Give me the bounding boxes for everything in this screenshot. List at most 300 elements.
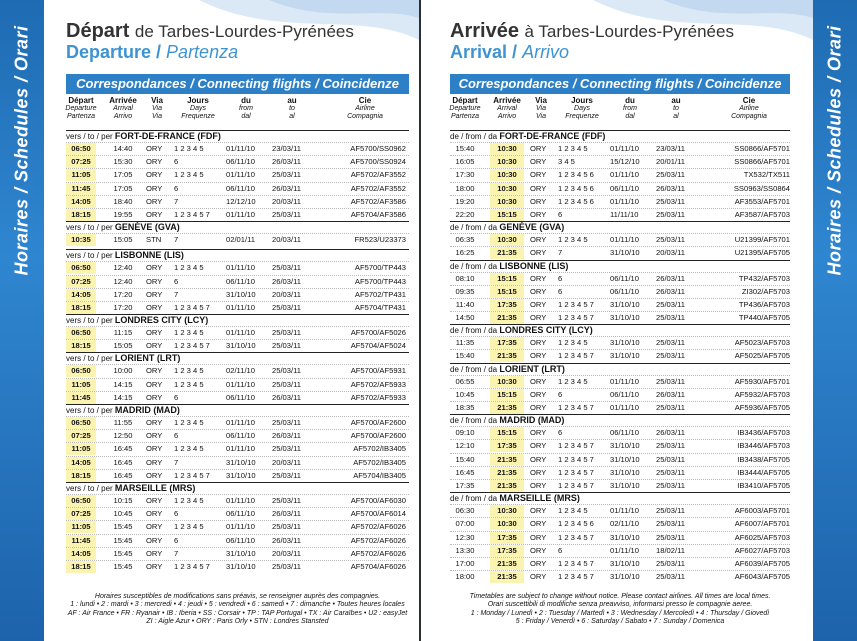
table-cell: 26/03/11 xyxy=(272,392,301,402)
table-cell: 11:05 xyxy=(66,379,96,391)
table-cell: 15:15 xyxy=(490,427,524,439)
table-row xyxy=(450,570,790,583)
title-main: Arrivée xyxy=(450,20,519,42)
table-cell: ORY xyxy=(146,328,163,338)
table-cell: AF5700/TP443 xyxy=(354,276,406,286)
title-main: Départ xyxy=(66,20,130,42)
table-cell: ORY xyxy=(530,157,547,167)
table-cell: 1 2 3 4 5 6 xyxy=(558,519,594,529)
table-cell: 25/03/11 xyxy=(656,351,685,361)
city-name: LISBONNE (LIS) xyxy=(499,260,569,271)
column-header-en: Via xyxy=(152,105,162,112)
table-cell: 25/03/11 xyxy=(272,561,301,571)
table-cell: 06:50 xyxy=(66,143,96,155)
table-cell: ORY xyxy=(146,170,163,180)
table-cell: 31/10/10 xyxy=(610,248,640,258)
table-row xyxy=(66,534,409,547)
table-cell: 06:50 xyxy=(66,417,96,429)
table-row xyxy=(66,142,409,155)
table-cell: 25/03/11 xyxy=(656,480,685,490)
table-cell: 10:30 xyxy=(490,234,524,246)
column-header-en: Days xyxy=(574,105,590,112)
column-header-it: Partenza xyxy=(450,113,480,120)
table-cell: ORY xyxy=(530,183,547,193)
table-cell: 15:45 xyxy=(113,561,133,571)
table-cell: 31/10/10 xyxy=(610,351,640,361)
table-cell: 1 2 3 4 5 xyxy=(558,376,588,386)
table-row xyxy=(450,285,790,298)
column-header xyxy=(446,97,484,121)
table-cell: 14:05 xyxy=(66,289,96,301)
table-cell: AF5930/AF5701 xyxy=(734,376,790,386)
footnote-line: ZI : Aigle Azur • ORY : Paris Orly • STN : Londres Stansted xyxy=(146,618,329,626)
table-row xyxy=(450,517,790,530)
table-cell: ORY xyxy=(146,495,163,505)
table-cell: AF5702/IB3405 xyxy=(353,444,406,454)
table-cell: 31/10/10 xyxy=(610,299,640,309)
city-name: MARSEILLE (MRS) xyxy=(114,482,196,493)
column-header-fr: Via xyxy=(151,96,163,105)
table-cell: 6 xyxy=(558,545,563,555)
table-cell: 01/11/10 xyxy=(226,170,255,180)
table-cell: 14:05 xyxy=(66,196,96,208)
table-cell: 06:35 xyxy=(455,235,475,245)
table-cell: 18/02/11 xyxy=(656,545,685,555)
table-cell: 01/11/10 xyxy=(226,263,255,273)
table-cell: 20/03/11 xyxy=(656,248,685,258)
table-cell: AF6043/AF5705 xyxy=(734,572,790,582)
city-header xyxy=(450,492,790,504)
city-header xyxy=(450,130,790,142)
table-cell: 1 2 3 4 5 xyxy=(174,366,204,376)
table-cell: 06:55 xyxy=(455,376,475,386)
title-it: Partenza xyxy=(166,42,239,62)
table-cell: AF5702/AF6026 xyxy=(350,535,406,545)
table-cell: 21:35 xyxy=(490,247,524,259)
table-cell: 23/03/11 xyxy=(272,144,301,153)
table-cell: 6 xyxy=(558,286,563,296)
city-header xyxy=(450,260,790,272)
table-cell: 1 2 3 4 5 7 xyxy=(558,454,594,464)
table-cell: 15:40 xyxy=(455,144,475,153)
table-cell: 26/03/11 xyxy=(656,273,685,283)
table-cell: 06:50 xyxy=(66,495,96,507)
table-cell: 21:35 xyxy=(490,558,524,570)
table-cell: 07:00 xyxy=(455,519,475,529)
column-header-it: Arrivo xyxy=(497,113,517,120)
table-cell: 31/10/10 xyxy=(610,532,640,542)
city-prefix: de / from / da xyxy=(450,494,500,504)
table-row xyxy=(450,311,790,324)
table-cell: ORY xyxy=(146,522,163,532)
table-cell: AF3553/AF5701 xyxy=(734,196,790,206)
table-cell: TP440/AF5705 xyxy=(738,313,790,323)
table-cell: 11:45 xyxy=(66,183,96,195)
table-cell: 6 xyxy=(558,209,563,219)
table-cell: 17:35 xyxy=(490,532,524,544)
table-cell: 06/11/10 xyxy=(226,183,255,193)
city-header xyxy=(450,363,790,375)
table-cell: 22:20 xyxy=(455,209,475,219)
table-cell: 01/11/10 xyxy=(226,418,255,427)
table-cell: 19:55 xyxy=(113,209,133,219)
city-name: MADRID (MAD) xyxy=(499,415,565,426)
table-cell: 31/10/10 xyxy=(610,467,640,477)
table-row xyxy=(450,155,790,168)
table-row xyxy=(66,442,409,455)
table-cell: 31/10/10 xyxy=(226,289,256,299)
table-cell: AF6007/AF5701 xyxy=(734,519,790,529)
column-header-it: Compagnia xyxy=(347,113,383,120)
table-cell: AF5700/SS0962 xyxy=(350,144,406,153)
table-cell: ORY xyxy=(530,286,547,296)
table-cell: 1 2 3 4 5 xyxy=(174,379,204,389)
city-prefix: vers / to / per xyxy=(66,354,115,364)
table-cell: 6 xyxy=(174,157,179,167)
table-cell: TX532/TX511 xyxy=(743,170,790,180)
table-cell: 12:40 xyxy=(113,263,133,273)
table-cell: ORY xyxy=(530,209,547,219)
table-row xyxy=(450,544,790,557)
table-cell: ORY xyxy=(146,157,163,167)
footnote-line: 5 : Friday / Venerdì • 6 : Saturday / Sabato • 7 : Sunday / Domenica xyxy=(515,618,725,626)
table-cell: 1 2 3 4 5 xyxy=(558,506,588,516)
column-header-it: dal xyxy=(625,113,635,120)
table-cell: 10:45 xyxy=(455,389,475,399)
table-cell: ORY xyxy=(530,299,547,309)
table-cell: 21:35 xyxy=(490,454,524,466)
city-header xyxy=(66,249,409,261)
column-header-en: Via xyxy=(536,105,546,112)
column-header xyxy=(486,97,528,121)
table-cell: 18:15 xyxy=(66,340,96,352)
table-cell: ORY xyxy=(146,276,163,286)
city-prefix: de / from / da xyxy=(450,223,500,233)
table-cell: 3 4 5 xyxy=(558,157,575,167)
table-cell: AF5704/IB3405 xyxy=(353,470,406,480)
table-row xyxy=(450,208,790,221)
column-header xyxy=(102,97,144,121)
table-cell: 25/03/11 xyxy=(656,170,685,180)
table-row xyxy=(66,168,409,181)
table-row xyxy=(66,560,409,573)
table-cell: 31/10/10 xyxy=(226,470,256,480)
table-cell: 11:05 xyxy=(66,521,96,533)
section-band: Correspondances / Connecting flights / Coincidenze xyxy=(66,74,409,94)
table-cell: 21:35 xyxy=(490,480,524,492)
table-cell: 25/03/11 xyxy=(272,302,301,312)
table-row xyxy=(66,233,409,246)
column-header-it: al xyxy=(673,113,679,120)
column-header-fr: du xyxy=(241,96,251,105)
table-row xyxy=(66,429,409,442)
table-cell: 14:15 xyxy=(113,392,133,402)
footnotes xyxy=(66,593,409,627)
table-cell: ORY xyxy=(146,302,163,312)
table-cell: 01/11/10 xyxy=(226,495,255,505)
table-row xyxy=(66,378,409,391)
sidebar-text: Horaires / Schedules / Orari xyxy=(11,25,32,276)
table-cell: 12:50 xyxy=(113,431,133,441)
table-cell: 16:45 xyxy=(113,470,133,480)
table-cell: ORY xyxy=(530,351,547,361)
table-cell: 1 2 3 4 5 6 xyxy=(558,196,594,206)
table-cell: 25/03/11 xyxy=(272,209,301,219)
city-prefix: de / from / da xyxy=(450,326,500,336)
table-row xyxy=(450,168,790,181)
table-cell: 25/03/11 xyxy=(656,313,685,323)
table-cell: AF5702/AF5933 xyxy=(350,392,406,402)
column-header xyxy=(170,97,226,121)
table-cell: 18:40 xyxy=(113,196,133,206)
table-cell: 15/12/10 xyxy=(610,157,640,167)
table-cell: 25/03/11 xyxy=(656,209,685,219)
city-header xyxy=(66,352,409,364)
table-cell: 09:10 xyxy=(455,428,475,438)
table-cell: 20/03/11 xyxy=(272,196,301,206)
column-header-en: Departure xyxy=(65,105,97,112)
table-cell: 25/03/11 xyxy=(656,299,685,309)
table-cell: ORY xyxy=(530,338,547,348)
table-row xyxy=(450,388,790,401)
table-cell: ORY xyxy=(530,273,547,283)
table-cell: 01/11/10 xyxy=(610,376,639,386)
table-cell: ORY xyxy=(530,519,547,529)
table-cell: 01/11/10 xyxy=(610,170,639,180)
table-cell: 31/10/10 xyxy=(226,548,256,558)
table-cell: 1 2 3 4 5 xyxy=(174,522,204,532)
title-it: Arrivo xyxy=(522,42,570,62)
table-cell: ORY xyxy=(530,572,547,582)
table-cell: ORY xyxy=(146,183,163,193)
table-row xyxy=(450,298,790,311)
table-cell: 11:45 xyxy=(66,392,96,404)
sidebar-band xyxy=(813,0,857,641)
table-cell: 25/03/11 xyxy=(656,441,685,451)
table-row xyxy=(450,246,790,259)
table-cell: AF5702/TP431 xyxy=(354,289,406,299)
table-cell: ORY xyxy=(146,457,163,467)
table-cell: ORY xyxy=(530,428,547,438)
table-cell: 07:25 xyxy=(66,508,96,520)
table-cell: 20/03/11 xyxy=(272,457,301,467)
table-cell: 1 2 3 4 5 xyxy=(174,444,204,454)
table-cell: ORY xyxy=(530,389,547,399)
table-row xyxy=(66,339,409,352)
table-cell: 21:35 xyxy=(490,467,524,479)
table-cell: ORY xyxy=(146,289,163,299)
table-cell: 15:15 xyxy=(490,273,524,285)
table-cell: 18:00 xyxy=(455,183,475,193)
table-cell: 31/10/10 xyxy=(610,480,640,490)
column-header xyxy=(704,97,794,121)
table-cell: ORY xyxy=(146,379,163,389)
table-cell: 01/11/10 xyxy=(610,545,639,555)
table-cell: 26/03/11 xyxy=(272,509,301,519)
sidebar-text: Horaires / Schedules / Orari xyxy=(824,25,845,276)
table-cell: 6 xyxy=(174,276,179,286)
table-cell: 26/03/11 xyxy=(656,428,685,438)
table-cell: 25/03/11 xyxy=(272,341,301,351)
table-cell: 08:10 xyxy=(455,273,475,283)
column-header-fr: au xyxy=(287,96,297,105)
table-cell: 02/01/11 xyxy=(226,235,255,245)
table-row xyxy=(66,261,409,274)
column-header-en: from xyxy=(623,105,637,112)
table-cell: 6 xyxy=(174,509,179,519)
table-cell: TP432/AF5703 xyxy=(738,273,790,283)
column-header-fr: Jours xyxy=(187,96,209,105)
table-cell: 25/03/11 xyxy=(272,328,301,338)
table-cell: 25/03/11 xyxy=(656,403,685,412)
table-cell: 17:35 xyxy=(490,337,524,349)
sidebar-band xyxy=(0,0,44,641)
table-cell: ORY xyxy=(530,441,547,451)
table-cell: 15:40 xyxy=(455,454,475,464)
table-cell: 13:30 xyxy=(455,545,475,555)
table-cell: 06/11/10 xyxy=(610,389,639,399)
column-header-fr: Cie xyxy=(358,96,372,105)
table-cell: AF3587/AF5703 xyxy=(734,209,790,219)
table-cell: 10:30 xyxy=(490,376,524,388)
table-cell: 1 2 3 4 5 xyxy=(174,170,204,180)
table-cell: AF5704/AF5024 xyxy=(350,341,406,351)
column-header-en: Departure xyxy=(449,105,481,112)
table-cell: 18:15 xyxy=(66,470,96,482)
column-header-en: Airline xyxy=(355,105,375,112)
table-cell: 6 xyxy=(174,431,179,441)
column-header-it: Frequenze xyxy=(565,113,599,120)
table-cell: 6 xyxy=(174,392,179,402)
table-cell: ORY xyxy=(530,506,547,516)
table-cell: 31/10/10 xyxy=(610,313,640,323)
column-header-fr: au xyxy=(671,96,681,105)
table-cell: 14:05 xyxy=(66,457,96,469)
table-cell: 06:50 xyxy=(66,262,96,274)
page-title: Départ de Tarbes-Lourdes-Pyrénées Departure / Partenza xyxy=(66,20,354,62)
table-cell: 26/03/11 xyxy=(656,389,685,399)
column-header xyxy=(606,97,654,121)
table-cell: ORY xyxy=(146,263,163,273)
table-cell: ORY xyxy=(530,170,547,180)
city-name: FORT-DE-FRANCE (FDF) xyxy=(114,131,221,141)
table-cell: 11:35 xyxy=(455,338,475,348)
city-prefix: vers / to / per xyxy=(66,251,115,261)
table-cell: FR523/U23373 xyxy=(354,235,406,245)
table-cell: 25/03/11 xyxy=(656,196,685,206)
column-header xyxy=(652,97,700,121)
table-cell: 1 2 3 4 5 7 xyxy=(558,467,594,477)
city-name: LONDRES CITY (LCY) xyxy=(114,315,209,326)
table-cell: 1 2 3 4 5 7 xyxy=(558,480,594,490)
table-cell: 26/03/11 xyxy=(272,535,301,545)
table-cell: IB3446/AF5703 xyxy=(737,441,790,451)
table-cell: 1 2 3 4 5 xyxy=(558,235,588,245)
table-cell: U21395/AF5705 xyxy=(734,248,790,258)
column-header-en: Arrival xyxy=(113,105,133,112)
title-sub: de Tarbes-Lourdes-Pyrénées xyxy=(134,22,354,41)
table-cell: AF5702/IB3405 xyxy=(353,457,406,467)
table-cell: 20/03/11 xyxy=(272,235,301,245)
footnote-line: AF : Air France • FR : Ryanair • IB : Iberia • SS : Corsair • TP : TAP Portugal • TX : Air Caraïbes • U2 : easyJet xyxy=(67,609,408,617)
city-header xyxy=(450,414,790,426)
table-cell: 07:25 xyxy=(66,430,96,442)
table-cell: 1 2 3 4 5 7 xyxy=(558,299,594,309)
table-cell: ORY xyxy=(530,376,547,386)
column-header-it: Frequenze xyxy=(181,113,215,120)
table-cell: 01/11/10 xyxy=(226,302,255,312)
title-en: Arrival xyxy=(450,42,508,62)
table-cell: IB3438/AF5705 xyxy=(737,454,790,464)
city-header xyxy=(66,404,409,416)
table-cell: 25/03/11 xyxy=(656,519,685,529)
table-cell: 17:05 xyxy=(113,183,133,193)
table-cell: 31/10/10 xyxy=(610,558,640,568)
table-cell: 02/11/10 xyxy=(226,366,255,376)
table-cell: 01/11/10 xyxy=(226,144,255,153)
table-cell: 11:45 xyxy=(66,535,96,547)
table-cell: AF5025/AF5705 xyxy=(734,351,790,361)
table-cell: 17:35 xyxy=(455,480,475,490)
table-cell: 10:30 xyxy=(490,143,524,155)
table-cell: 06/11/10 xyxy=(610,183,639,193)
city-prefix: vers / to / per xyxy=(66,223,115,233)
table-cell: 1 2 3 4 5 7 xyxy=(174,341,210,351)
table-cell: 25/03/11 xyxy=(272,444,301,454)
table-cell: 6 xyxy=(558,428,563,438)
table-cell: 17:35 xyxy=(490,545,524,557)
city-header xyxy=(450,221,790,233)
table-cell: 11:05 xyxy=(66,443,96,455)
title-sub: à Tarbes-Lourdes-Pyrénées xyxy=(524,22,734,41)
table-cell: 1 2 3 4 5 6 xyxy=(558,183,594,193)
table-cell: AF6039/AF5705 xyxy=(734,558,790,568)
table-cell: AF5700/AF2600 xyxy=(350,431,406,441)
table-row xyxy=(66,301,409,314)
table-row xyxy=(66,494,409,507)
table-cell: 1 2 3 4 5 xyxy=(174,495,204,505)
table-cell: ORY xyxy=(146,444,163,454)
table-cell: 25/03/11 xyxy=(656,532,685,542)
table-cell: AF5702/AF6026 xyxy=(350,548,406,558)
city-prefix: vers / to / per xyxy=(66,483,115,493)
schedule-table xyxy=(66,130,409,573)
table-cell: 15:05 xyxy=(113,341,133,351)
table-cell: AF5702/AF3586 xyxy=(350,196,406,206)
table-cell: 1 2 3 4 5 7 xyxy=(174,209,210,219)
table-cell: AF6027/AF5703 xyxy=(734,545,790,555)
table-cell: 7 xyxy=(174,457,179,467)
table-cell: 21:35 xyxy=(490,402,524,414)
column-header-it: dal xyxy=(241,113,251,120)
column-header-en: from xyxy=(239,105,253,112)
table-cell: ORY xyxy=(146,431,163,441)
table-row xyxy=(450,182,790,195)
table-cell: 10:35 xyxy=(66,234,96,246)
table-row xyxy=(450,479,790,492)
table-cell: 14:50 xyxy=(455,313,475,323)
city-name: FORT-DE-FRANCE (FDF) xyxy=(499,131,606,141)
table-cell: 25/03/11 xyxy=(656,338,685,348)
table-cell: 10:00 xyxy=(113,366,133,376)
table-cell: 10:45 xyxy=(113,509,133,519)
table-row xyxy=(66,507,409,520)
table-cell: 10:30 xyxy=(490,183,524,195)
table-cell: 12:10 xyxy=(455,441,475,451)
column-header-en: Days xyxy=(190,105,206,112)
table-cell: 10:30 xyxy=(490,518,524,530)
table-cell: ORY xyxy=(530,196,547,206)
